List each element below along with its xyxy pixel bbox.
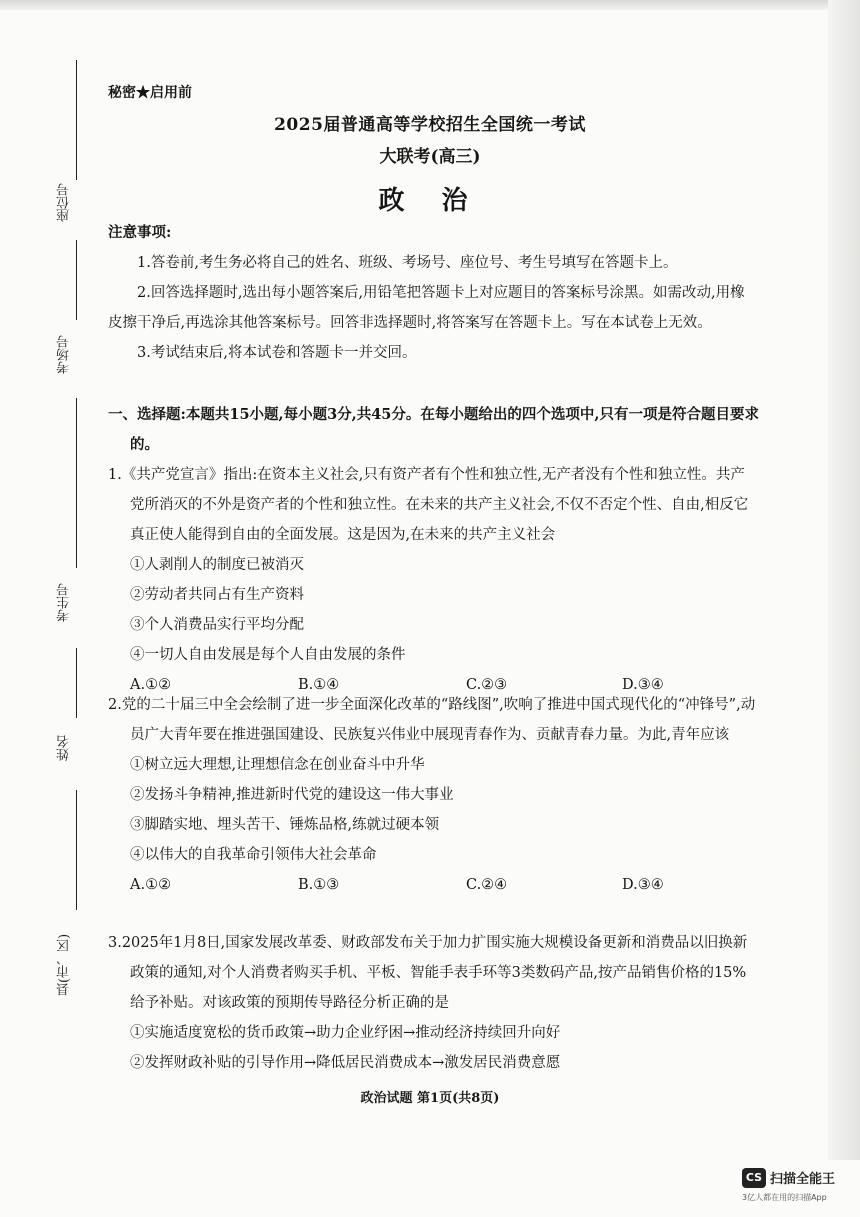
scanner-app-name: 扫描全能王 (770, 1172, 836, 1187)
notice-item: 3.考试结束后,将本试卷和答题卡一并交回。 (137, 345, 417, 361)
statement-option: ①实施适度宽松的货币政策→助力企业纾困→推动经济持续回升向好 (130, 1025, 561, 1041)
statement-option: ②发扬斗争精神,推进新时代党的建设这一伟大事业 (130, 787, 454, 803)
county-label: 县(市、区) (57, 933, 72, 997)
confidential-mark: 秘密★启用前 (108, 85, 192, 101)
page-footer: 政治试题 第1页(共8页) (360, 1091, 500, 1106)
question-1 (108, 460, 758, 700)
seat-number-label: 座位号 (57, 183, 72, 223)
section-heading: 一、选择题:本题共15小题,每小题3分,共45分。在每小题给出的四个选项中,只有一项是符合题目要求的。 (108, 406, 759, 453)
statement-option: ①树立远大理想,让理想信念在创业奋斗中升华 (130, 757, 425, 773)
choice-b: B.①④ (298, 677, 340, 693)
binding-line (76, 648, 77, 718)
scan-right-edge (828, 0, 860, 1160)
binding-line (76, 398, 77, 568)
scan-top-edge (0, 0, 860, 10)
candidate-number-label: 考生号 (57, 583, 72, 623)
choice-d: D.③④ (622, 877, 664, 893)
choice-c: C.②④ (466, 877, 508, 893)
subject-title: 政 治 (378, 186, 482, 216)
notice-section (108, 218, 758, 368)
exam-title: 2025届普通高等学校招生全国统一考试 (274, 115, 586, 135)
scanner-tagline: 3亿人都在用的扫描App (742, 1193, 827, 1202)
choice-c: C.②③ (466, 677, 508, 693)
question-stem: 3.2025年1月8日,国家发展改革委、财政部发布关于加力扩围实施大规模设备更新和消费品以旧换新政策的通知,对个人消费者购买手机、平板、智能手表手环等3类数码产品,按产品销售价格的15%给予补贴。对该政策的预期传导路径分析正确的是 (108, 935, 748, 1011)
answer-choices (108, 870, 758, 900)
question-2 (108, 690, 758, 900)
statement-option: ①人剥削人的制度已被消灭 (130, 557, 304, 573)
question-stem: 2.党的二十届三中全会绘制了进一步全面深化改革的“路线图”,吹响了推进中国式现代化的“冲锋号”,动员广大青年要在推进强国建设、民族复兴伟业中展现青春作为、贡献青春力量。为此,青年应该 (108, 697, 756, 743)
exam-subtitle: 大联考(高三) (379, 147, 481, 167)
scanner-logo-icon: CS (742, 1168, 766, 1188)
statement-option: ④一切人自由发展是每个人自由发展的条件 (130, 647, 406, 663)
notice-item: 1.答卷前,考生务必将自己的姓名、班级、考场号、座位号、考生号填写在答题卡上。 (137, 255, 678, 271)
choice-d: D.③④ (622, 677, 664, 693)
exam-room-label: 考场号 (57, 335, 72, 375)
statement-option: ③脚踏实地、埋头苦干、锤炼品格,练就过硬本领 (130, 817, 440, 833)
statement-option: ③个人消费品实行平均分配 (130, 617, 304, 633)
notice-item: 2.回答选择题时,选出每小题答案后,用铅笔把答题卡上对应题目的答案标号涂黑。如需改动,用橡皮擦干净后,再选涂其他答案标号。回答非选择题时,将答案写在答题卡上。写在本试卷上无效。 (108, 285, 745, 331)
question-stem: 1.《共产党宣言》指出:在资本主义社会,只有资产者有个性和独立性,无产者没有个性和独立性。共产党所消灭的不外是资产者的个性和独立性。在未来的共产主义社会,不仅不否定个性、自由,相反它真正使人能得到自由的全面发展。这是因为,在未来的共产主义社会 (108, 467, 749, 543)
notice-heading: 注意事项: (108, 224, 172, 241)
statement-option: ④以伟大的自我革命引领伟大社会革命 (130, 847, 377, 863)
statement-option: ②劳动者共同占有生产资料 (130, 587, 304, 603)
choice-a: A.①② (130, 877, 172, 893)
choice-a: A.①② (130, 677, 172, 693)
statement-option: ②发挥财政补贴的引导作用→降低居民消费成本→激发居民消费意愿 (130, 1055, 561, 1071)
binding-line (76, 790, 77, 910)
name-label: 姓名 (57, 735, 72, 761)
choice-b: B.①③ (298, 877, 340, 893)
question-3 (108, 928, 758, 1078)
binding-line (76, 240, 77, 320)
